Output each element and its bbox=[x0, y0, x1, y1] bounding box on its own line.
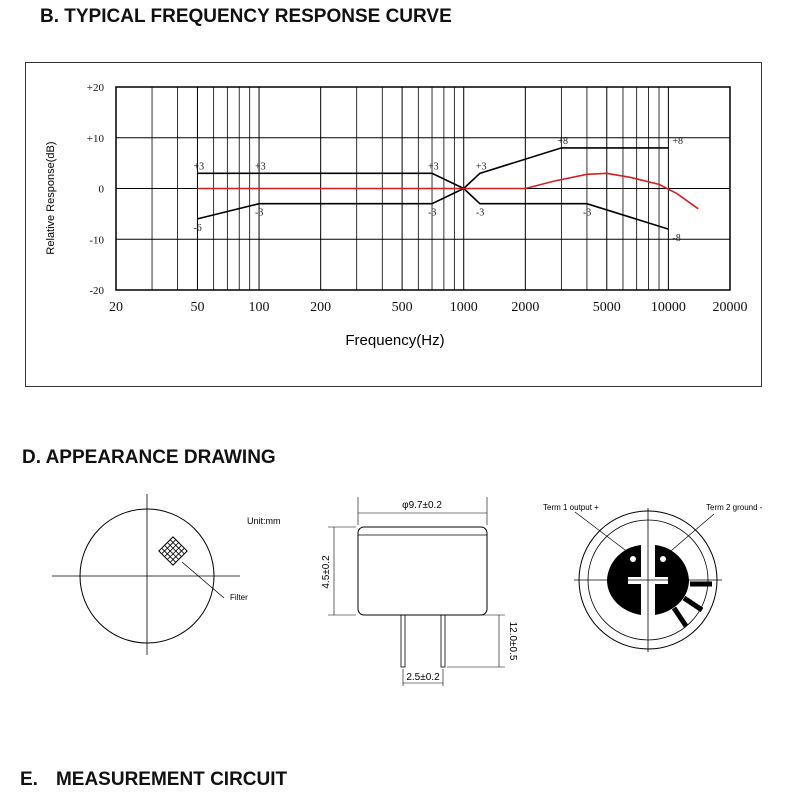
top-view bbox=[52, 494, 281, 655]
section-d-title: APPEARANCE DRAWING bbox=[45, 447, 276, 468]
section-e-heading bbox=[20, 769, 287, 791]
chart-annotation: +3 bbox=[475, 161, 487, 173]
term2-hole bbox=[660, 556, 666, 562]
unit-label: Unit:mm bbox=[247, 516, 281, 526]
y-axis-label: Relative Response(dB) bbox=[45, 141, 57, 255]
x-tick-labels bbox=[109, 300, 748, 315]
filter-label: Filter bbox=[230, 593, 248, 602]
y-tick-labels bbox=[87, 82, 105, 297]
filter-leader bbox=[182, 562, 224, 598]
chart-annotation: +3 bbox=[193, 161, 205, 173]
chart-annotation: -3 bbox=[255, 207, 264, 219]
term1-label: Term 1 output + bbox=[543, 503, 599, 512]
chart-annotation: +8 bbox=[557, 135, 569, 147]
pin-left bbox=[401, 615, 405, 667]
x-tick-label: 500 bbox=[391, 300, 413, 315]
chart-annotation: +3 bbox=[428, 161, 439, 173]
appearance-drawing bbox=[0, 480, 800, 800]
term1-leader bbox=[575, 512, 633, 556]
height-dimension: 4.5±0.2 bbox=[321, 555, 332, 589]
x-tick-label: 50 bbox=[190, 300, 205, 315]
y-tick-label: -10 bbox=[89, 234, 104, 247]
filter-mesh bbox=[159, 537, 187, 565]
diameter-dimension: φ9.7±0.2 bbox=[402, 500, 442, 511]
bottom-view bbox=[543, 503, 763, 652]
term2-label: Term 2 ground - bbox=[706, 503, 763, 512]
x-tick-label: 1000 bbox=[449, 300, 478, 315]
x-tick-label: 200 bbox=[310, 300, 332, 315]
x-tick-label: 10000 bbox=[650, 300, 686, 315]
chart-annotation: -3 bbox=[428, 207, 437, 219]
pin-right bbox=[441, 615, 445, 667]
y-tick-label: +20 bbox=[86, 82, 104, 94]
chart-annotation: -8 bbox=[672, 233, 681, 245]
term1-hole bbox=[630, 556, 636, 562]
pin-length-dimension: 12.0±0.5 bbox=[507, 621, 518, 661]
x-tick-label: 2000 bbox=[511, 300, 540, 315]
x-tick-label: 20 bbox=[109, 300, 123, 315]
section-e-title: MEASUREMENT CIRCUIT bbox=[55, 769, 288, 790]
y-tick-label: 0 bbox=[98, 183, 104, 196]
x-tick-label: 100 bbox=[248, 300, 270, 315]
side-view bbox=[321, 497, 518, 686]
section-d-heading bbox=[22, 447, 276, 469]
section-b-heading: B. TYPICAL FREQUENCY RESPONSE CURVE bbox=[40, 6, 452, 27]
chart-annotation: -3 bbox=[582, 207, 592, 219]
term2-leader bbox=[665, 514, 714, 556]
y-tick-label: +10 bbox=[86, 132, 104, 145]
side-view-body bbox=[358, 527, 487, 615]
x-axis-label: Frequency(Hz) bbox=[345, 332, 445, 349]
chart-annotation: -6 bbox=[193, 222, 202, 234]
x-tick-label: 20000 bbox=[712, 300, 748, 315]
y-tick-label: -20 bbox=[89, 285, 104, 297]
section-d-number: D. bbox=[22, 447, 41, 468]
chart-annotation: +3 bbox=[255, 161, 266, 173]
chart-annotation: -3 bbox=[475, 207, 485, 219]
x-tick-label: 5000 bbox=[592, 300, 621, 315]
chart-annotations bbox=[193, 136, 683, 244]
section-e-number: E. bbox=[20, 769, 38, 790]
pin-spacing-dimension: 2.5±0.2 bbox=[406, 672, 440, 683]
chart-annotation: +8 bbox=[672, 135, 684, 147]
